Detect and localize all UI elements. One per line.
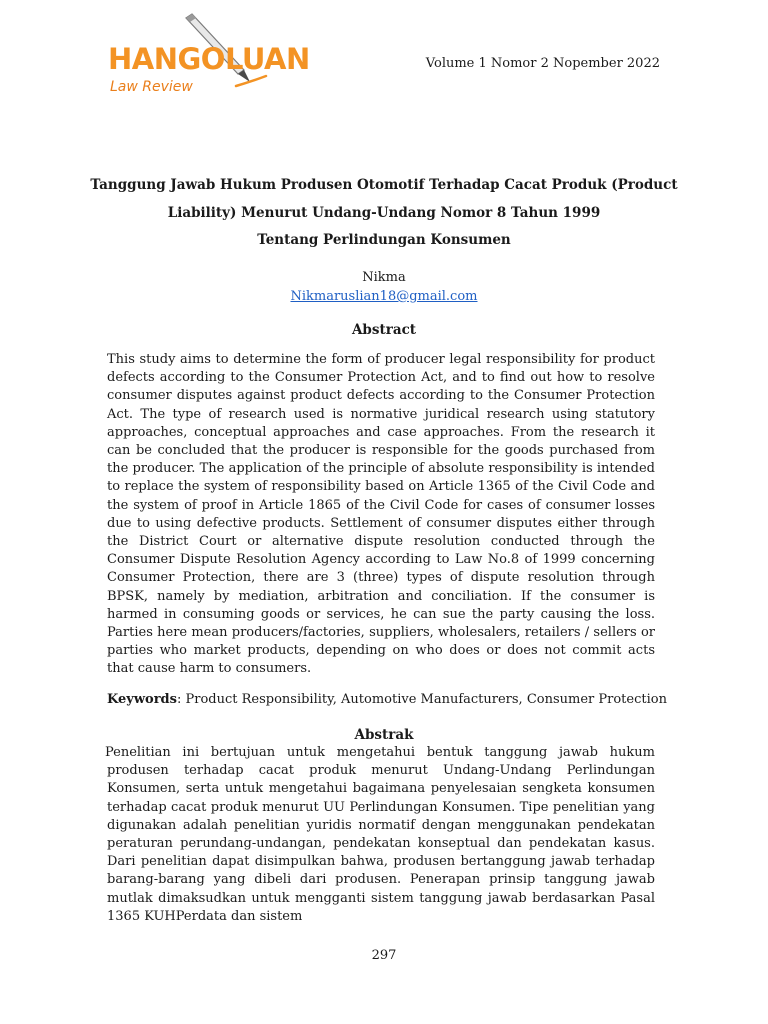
article-title [90, 172, 678, 255]
keywords-text: : Product Responsibility, Automotive Manufacturers, Consumer Protection [176, 692, 667, 707]
title-line: Liability) Menurut Undang-Undang Nomor 8 Tahun 1999 [167, 204, 601, 221]
logo-name: HANGOLUAN [108, 42, 310, 76]
keywords [107, 691, 667, 709]
abstract-heading: Abstract [351, 322, 417, 338]
keywords-label: Keywords [107, 692, 177, 707]
volume-info: Volume 1 Nomor 2 Nopember 2022 [425, 56, 660, 71]
abstrak-heading: Abstrak [354, 727, 414, 743]
abstrak-text: Penelitian ini bertujuan untuk mengetahui bentuk tanggung jawab hukum produsen terhadap cacat produk menurut Undang-Undang Perlindungan Konsumen, serta untuk mengetahui bagaimana penyelesaian sengketa konsumen terhadap cacat produk menurut UU Perlindungan Konsumen. Tipe penelitian yang digunakan adalah penelitian yuridis normatif dengan menggunakan pendekatan peraturan perundang-undangan, pendekatan konseptual dan pendekatan kasus. Dari penelitian dapat disimpulkan bahwa, produsen bertanggung jawab terhadap barang-barang yang dibeli dari produsen. Penerapan prinsip tanggung jawab mutlak dimaksudkan untuk mengganti sistem tanggung jawab berdasarkan Pasal 1365 KUHPerdata dan sistem [105, 745, 655, 924]
page-number: 297 [371, 948, 397, 963]
logo-tagline: Law Review [110, 79, 193, 95]
title-line: Tentang Perlindungan Konsumen [257, 232, 511, 248]
journal-logo [108, 12, 308, 96]
author-name: Nikma [362, 270, 406, 285]
author-email-link[interactable]: Nikmaruslian18@gmail.com [290, 289, 478, 304]
title-line: Tanggung Jawab Hukum Produsen Otomotif Terhadap Cacat Produk (Product [90, 177, 678, 193]
abstract-text: This study aims to determine the form of producer legal responsibility for product defects according to the Consumer Protection Act, and to find out how to resolve consumer disputes against product defects according to the Consumer Protection Act. The type of research used is normative juridical research using statutory approaches, conceptual approaches and case approaches. From the research it can be concluded that the producer is responsible for the goods purchased from the producer. The application of the principle of absolute responsibility is intended to replace the system of responsibility based on Article 1365 of the Civil Code and the system of proof in Article 1865 of the Civil Code for cases of consumer losses due to using defective products. Settlement of consumer disputes either through the District Court or alternative dispute resolution conducted through the Consumer Dispute Resolution Agency according to Law No.8 of 1999 concerning Consumer Protection, there are 3 (three) types of dispute resolution through BPSK, namely by mediation, arbitration and conciliation. If the consumer is harmed in consuming goods or services, he can sue the party causing the loss. Parties here mean producers/factories, suppliers, wholesalers, retailers / sellers or parties who market products, depending on who does or does not commit acts that cause harm to consumers. [107, 352, 655, 677]
